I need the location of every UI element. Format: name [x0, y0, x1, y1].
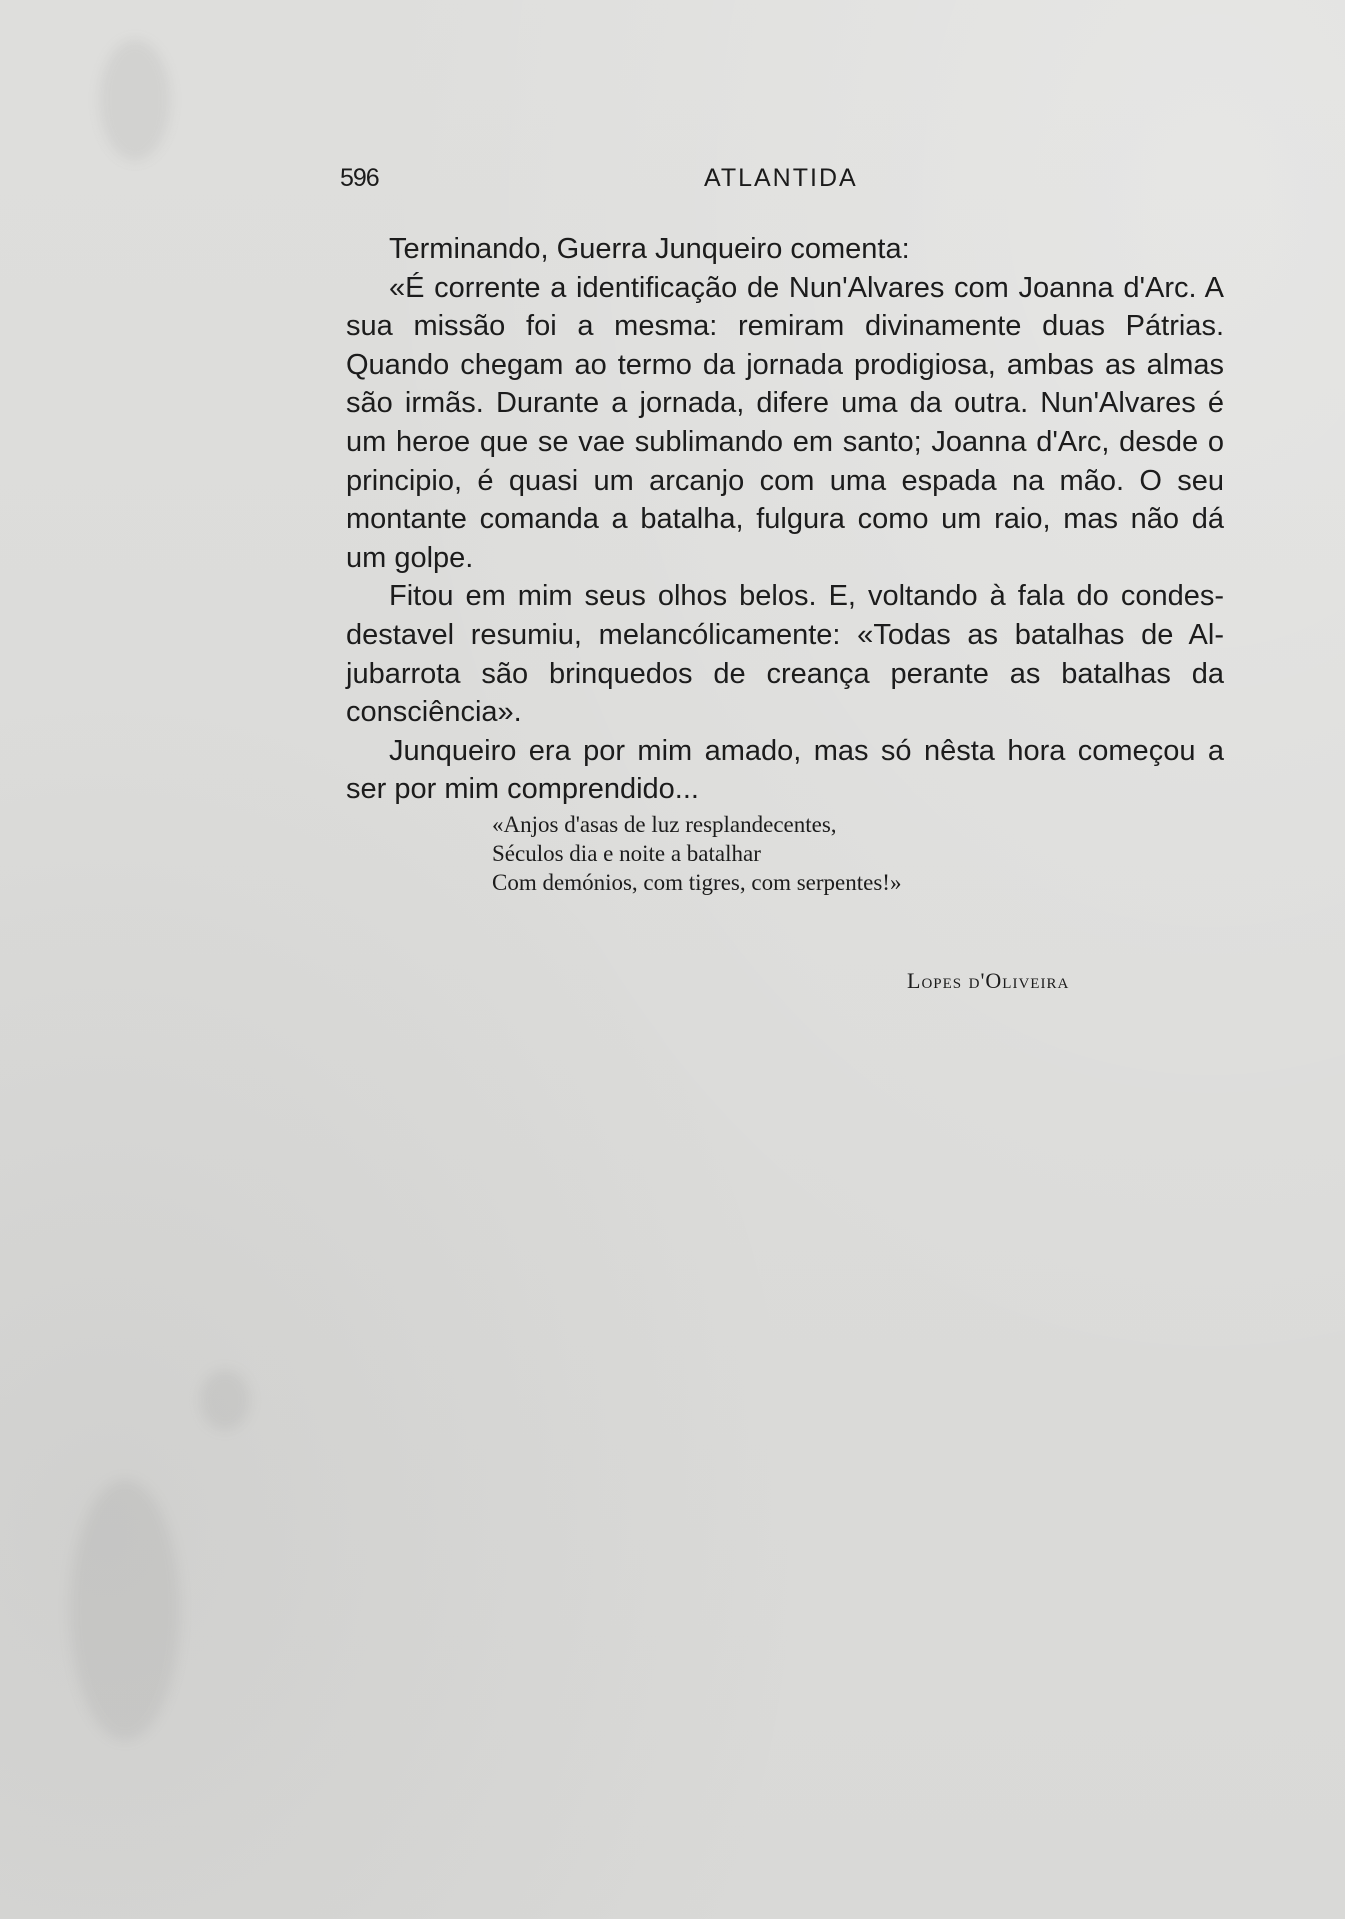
author-signature: Lopes d'Oliveira	[907, 968, 1070, 993]
page-header	[340, 160, 1220, 200]
verse-line: Séculos dia e noite a batalhar	[492, 841, 761, 866]
running-title: ATLANTIDA	[704, 164, 858, 192]
page-number: 596	[340, 164, 379, 192]
paper-smudge	[70, 1480, 180, 1740]
paragraph: Terminando, Guerra Junqueiro comenta:	[389, 233, 910, 265]
article-body	[346, 230, 1224, 809]
verse-line: Com demónios, com tigres, com serpentes!»	[492, 870, 902, 895]
paragraph: Junqueiro era por mim amado, mas só nêsta hora começou a ser por mim comprendido...	[346, 734, 1224, 806]
verse-quote	[492, 810, 901, 897]
paper-smudge	[100, 40, 170, 160]
paragraph: «É corrente a identificação de Nun'Alvares com Joanna d'Arc. A sua missão foi a mesma: remiram divinamente duas Pátrias. Quando chegam ao termo da jornada prodigiosa, ambas as almas são irmãs. Durante a jornada, difere uma da outra. Nun'Alvares é um heroe que se vae sublimando em santo; Joanna d'Arc, desde o principio, é quasi um arcanjo com uma espada na mão. O seu montante comanda a batalha, fulgura como um raio, mas não dá um golpe.	[346, 271, 1224, 574]
verse-line: «Anjos d'asas de luz resplandecentes,	[492, 812, 837, 837]
paragraph: Fitou em mim seus olhos belos. E, voltando à fala do condes-destavel resumiu, melancólicamente: «Todas as batalhas de Al-jubarrota são brinquedos de creança perante as batalhas da consciência».	[346, 580, 1224, 729]
paper-smudge	[200, 1370, 250, 1430]
